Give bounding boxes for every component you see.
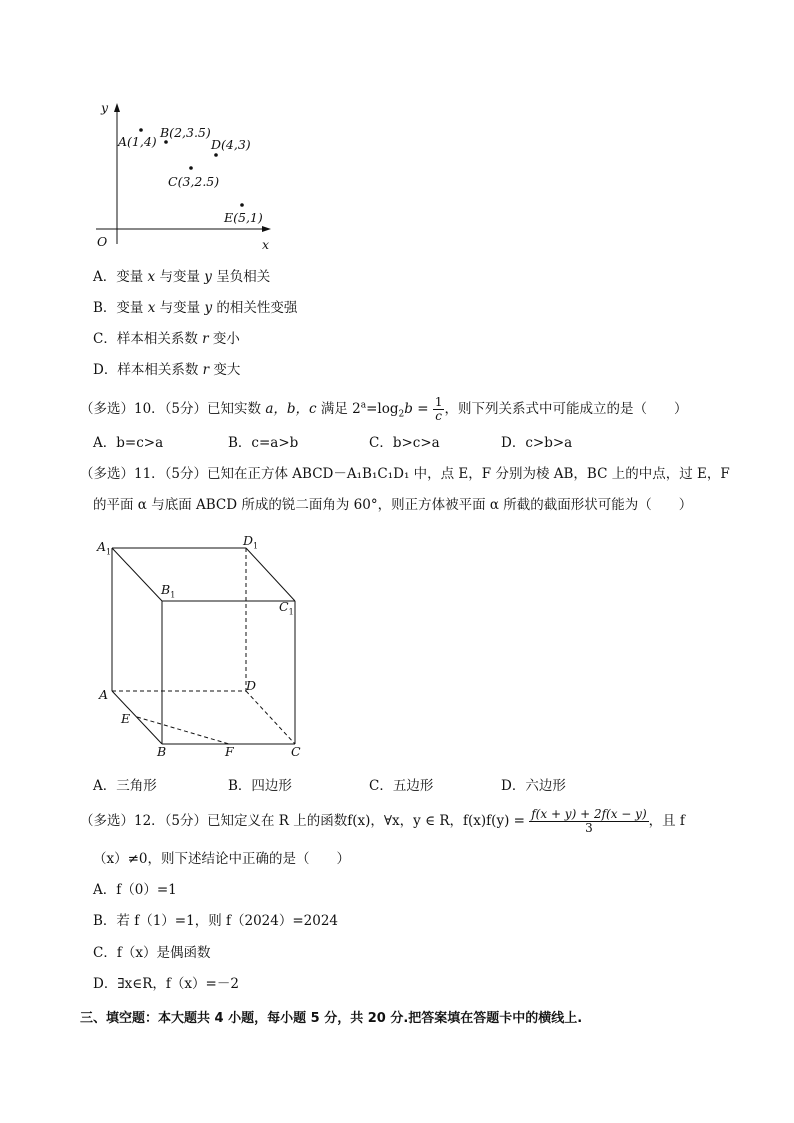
- edge-d1-c1: [246, 548, 295, 601]
- q10-option-a[interactable]: A．b=c>a: [93, 435, 164, 451]
- label-c1: $C_1$: [279, 599, 294, 617]
- q9-option-a[interactable]: A．变量 x 与变量 y 呈负相关: [93, 269, 271, 285]
- label-a1: $A_1$: [97, 539, 112, 557]
- point-a-label: A(1,4): [118, 134, 157, 149]
- q11-stem-line1: （多选）11．（5分）已知在正方体 ABCD－A₁B₁C₁D₁ 中，点 E，F 分别为棱 AB，BC 上的中点，过 E，F: [80, 466, 730, 482]
- q9-option-c[interactable]: C．样本相关系数 r 变小: [93, 331, 240, 347]
- edge-a1-b1: [112, 548, 162, 601]
- x-axis-label: x: [262, 237, 270, 252]
- q12-option-d[interactable]: D．∃x∈R，f（x）=－2: [93, 976, 239, 992]
- q10-option-d[interactable]: D．c>b>a: [501, 435, 573, 451]
- label-a: A: [99, 687, 109, 702]
- section-3-title: 三、填空题：本大题共 4 小题，每小题 5 分，共 20 分.把答案填在答题卡中的横线上.: [80, 1011, 583, 1026]
- label-d1: $D_1$: [243, 533, 259, 551]
- y-axis-label: y: [101, 100, 109, 115]
- edge-d-c: [246, 691, 295, 744]
- label-d: D: [246, 678, 257, 693]
- point-b-label: B(2,3.5): [160, 125, 211, 140]
- origin-label: O: [97, 234, 108, 249]
- q12-stem-line1: （多选）12．（5分）已知定义在 R 上的函数f(x)，∀x，y ∈ R，f(x)f(y) = $\frac{f(x + y) + 2f(x - y)}{3}$ ，且 f: [80, 807, 685, 835]
- q11-option-a[interactable]: A．三角形: [93, 778, 157, 794]
- label-e: E: [121, 711, 131, 726]
- q11-option-d[interactable]: D．六边形: [501, 778, 566, 794]
- label-f: F: [225, 744, 234, 759]
- label-c: C: [291, 744, 301, 759]
- q10-stem: （多选）10．（5分）已知实数 a，b，c 满足 $2^a=\log_2b$ = $\frac{1}{c}$ ，则下列关系式中可能成立的是（ ）: [80, 395, 688, 423]
- q10-option-b[interactable]: B．c=a>b: [228, 435, 299, 451]
- q12-option-c[interactable]: C．f（x）是偶函数: [93, 945, 211, 961]
- segment-e-f: [137, 717, 229, 744]
- label-b1: $B_1$: [161, 582, 176, 600]
- q11-stem-line2: 的平面 α 与底面 ABCD 所成的锐二面角为 60°，则正方体被平面 α 所截的截面形状可能为（ ）: [93, 497, 693, 513]
- q11-option-b[interactable]: B．四边形: [228, 778, 292, 794]
- point-d-label: D(4,3): [211, 137, 251, 152]
- q12-option-a[interactable]: A．f（0）=1: [93, 882, 177, 898]
- q9-option-b[interactable]: B．变量 x 与变量 y 的相关性变强: [93, 300, 298, 316]
- q11-option-c[interactable]: C．五边形: [369, 778, 434, 794]
- q12-fraction: $\frac{f(x + y) + 2f(x - y)}{3}$: [531, 807, 647, 835]
- q12-option-b[interactable]: B．若 f（1）=1，则 f（2024）=2024: [93, 913, 339, 929]
- q10-fraction: $\frac{1}{c}$: [434, 395, 443, 423]
- point-c-label: C(3,2.5): [168, 174, 220, 189]
- q12-stem-line2: （x）≠0，则下述结论中正确的是（ ）: [93, 851, 351, 867]
- label-b: B: [157, 744, 167, 759]
- q9-option-d[interactable]: D．样本相关系数 r 变大: [93, 362, 241, 378]
- point-e-label: E(5,1): [224, 210, 263, 225]
- q10-option-c[interactable]: C．b>c>a: [369, 435, 440, 451]
